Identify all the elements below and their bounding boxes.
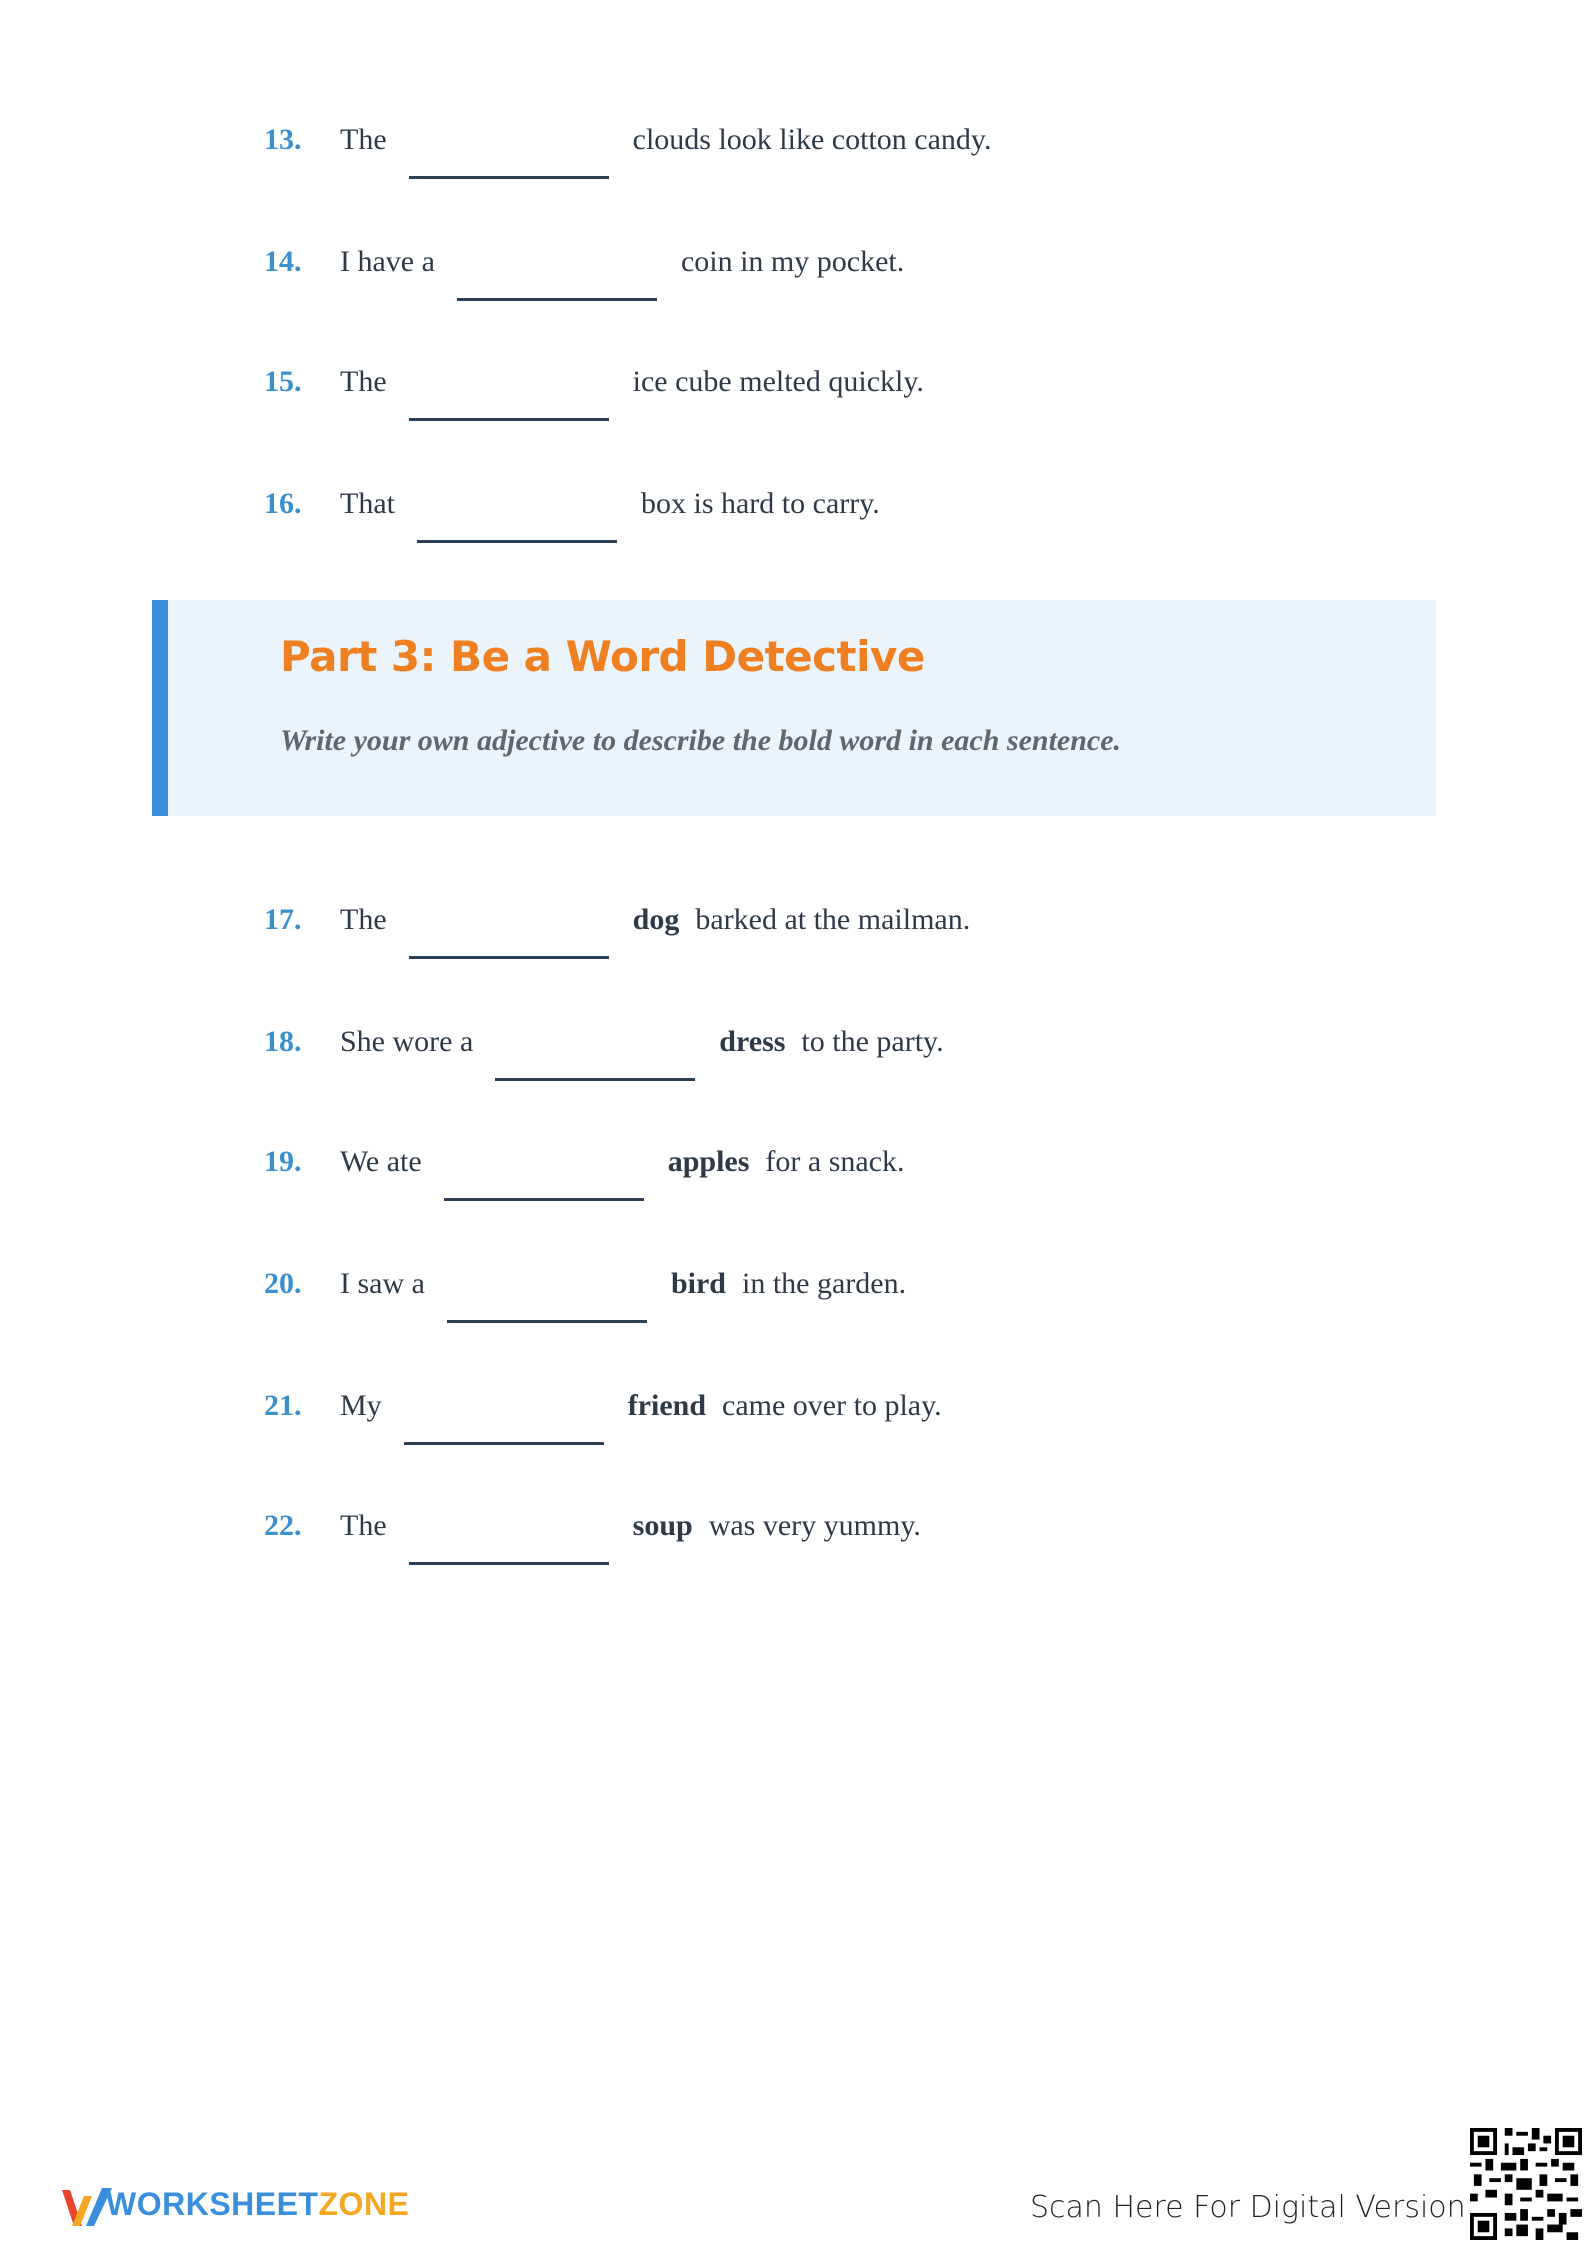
sentence-start: The bbox=[340, 903, 387, 936]
bold-word: dress bbox=[719, 1025, 786, 1058]
brand-part-2: ZONE bbox=[318, 2186, 410, 2222]
section-title: Part 3: Be a Word Detective bbox=[280, 632, 925, 681]
question-16 bbox=[264, 484, 880, 544]
question-number: 14. bbox=[264, 245, 302, 278]
section-instruction: Write your own adjective to describe the bold word in each sentence. bbox=[280, 724, 1122, 757]
sentence-start: That bbox=[340, 487, 395, 520]
question-number: 13. bbox=[264, 123, 302, 156]
sentence-end: clouds look like cotton candy. bbox=[632, 123, 992, 156]
answer-blank[interactable] bbox=[409, 1522, 609, 1565]
question-17 bbox=[264, 900, 970, 960]
sentence-end: was very yummy. bbox=[708, 1509, 921, 1542]
sentence-end: to the party. bbox=[801, 1025, 944, 1058]
answer-blank[interactable] bbox=[409, 378, 609, 421]
question-15 bbox=[264, 362, 924, 422]
question-number: 19. bbox=[264, 1145, 302, 1178]
question-13 bbox=[264, 120, 991, 180]
sentence-start: The bbox=[340, 365, 387, 398]
question-14 bbox=[264, 242, 904, 302]
answer-blank[interactable] bbox=[495, 1038, 695, 1081]
question-number: 17. bbox=[264, 903, 302, 936]
sentence-start: I saw a bbox=[340, 1267, 425, 1300]
question-number: 16. bbox=[264, 487, 302, 520]
qr-code-icon bbox=[1470, 2128, 1582, 2240]
question-number: 18. bbox=[264, 1025, 302, 1058]
question-18 bbox=[264, 1022, 944, 1082]
answer-blank[interactable] bbox=[409, 916, 609, 959]
sentence-start: The bbox=[340, 1509, 387, 1542]
answer-blank[interactable] bbox=[417, 500, 617, 543]
sentence-end: ice cube melted quickly. bbox=[632, 365, 924, 398]
question-19 bbox=[264, 1142, 905, 1202]
sentence-end: came over to play. bbox=[722, 1389, 942, 1422]
sentence-start: We ate bbox=[340, 1145, 422, 1178]
bold-word: soup bbox=[632, 1509, 693, 1542]
sentence-end: coin in my pocket. bbox=[680, 245, 905, 278]
question-22 bbox=[264, 1506, 921, 1566]
question-number: 15. bbox=[264, 365, 302, 398]
question-number: 22. bbox=[264, 1509, 302, 1542]
scan-text: Scan Here For Digital Version bbox=[1030, 2190, 1466, 2225]
section-header bbox=[152, 600, 1436, 816]
bold-word: dog bbox=[632, 903, 680, 936]
sentence-start: I have a bbox=[340, 245, 435, 278]
bold-word: bird bbox=[670, 1267, 726, 1300]
bold-word: friend bbox=[627, 1389, 707, 1422]
brand-name bbox=[106, 2186, 409, 2223]
sentence-end: barked at the mailman. bbox=[695, 903, 971, 936]
sentence-end: for a snack. bbox=[765, 1145, 905, 1178]
answer-blank[interactable] bbox=[404, 1402, 604, 1445]
question-21 bbox=[264, 1386, 942, 1446]
answer-blank[interactable] bbox=[447, 1280, 647, 1323]
answer-blank[interactable] bbox=[457, 258, 657, 301]
question-number: 20. bbox=[264, 1267, 302, 1300]
answer-blank[interactable] bbox=[409, 136, 609, 179]
sentence-end: box is hard to carry. bbox=[640, 487, 880, 520]
brand-part-1: WORKSHEET bbox=[106, 2186, 319, 2222]
sentence-end: in the garden. bbox=[742, 1267, 907, 1300]
question-number: 21. bbox=[264, 1389, 302, 1422]
answer-blank[interactable] bbox=[444, 1158, 644, 1201]
sentence-start: The bbox=[340, 123, 387, 156]
bold-word: apples bbox=[667, 1145, 750, 1178]
question-20 bbox=[264, 1264, 906, 1324]
sentence-start: My bbox=[340, 1389, 382, 1422]
sentence-start: She wore a bbox=[340, 1025, 474, 1058]
